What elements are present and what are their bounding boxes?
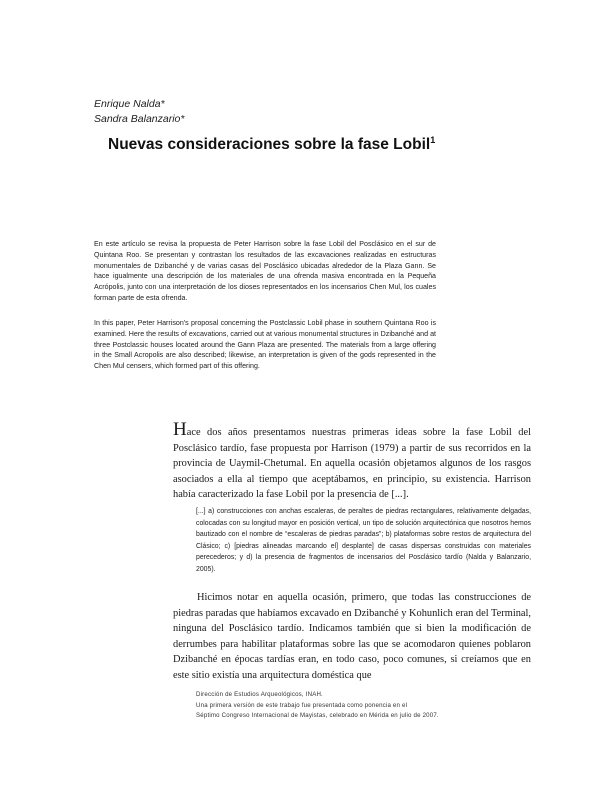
author-name: Enrique Nalda* xyxy=(94,98,165,110)
title-text: Nuevas consideraciones sobre la fase Lobil xyxy=(108,136,431,153)
footnote-text: Una primera versión de este trabajo fue presentada como ponencia en el xyxy=(196,701,408,709)
intro-text: ace dos años presentamos nuestras primeras ideas sobre la fase Lobil del Posclásico tardío, fase propuesta por Harrison (1979) a partir de sus recorridos en la provincia de Uaymil-Chetumal. En aquella ocasión objetamos algunos de los rasgos asociados a ella al tiempo que aceptábamos, en principio, su existencia. Harrison había caracterizado la fase Lobil por la presencia de [...]. xyxy=(173,427,531,500)
footnote-affiliation: Dirección de Estudios Arqueológicos, INAH. xyxy=(196,691,323,698)
drop-cap: H xyxy=(173,419,187,440)
author-list xyxy=(94,97,184,127)
title-footnote-mark: 1 xyxy=(430,134,436,145)
footnotes xyxy=(196,690,531,722)
intro-paragraph xyxy=(173,419,531,503)
abstract-spanish: En este artículo se revisa la propuesta de Peter Harrison sobre la fase Lobil del Posclásico en el sur de Quintana Roo. Se presentan y contrastan los resultados de las excavaciones realizadas en estructuras monumentales de Dzibanché y de varias casas del Posclásico ubicadas alrededor de la Plaza Gann. Se hace igualmente una descripción de los materiales de una ofrenda masiva encontrada en la Pequeña Acrópolis, junto con una interpretación de los dioses representados en los incensarios Chen Mul, los cuales forman parte de esta ofrenda. xyxy=(94,240,436,302)
footnote-text: Séptimo Congreso Internacional de Mayistas, celebrado en Mérida en julio de 2007. xyxy=(196,712,439,720)
block-quote: [...] a) construcciones con anchas escaleras, de peraltes de piedras rectangulares, relativamente delgadas, colocadas con su longitud mayor en posición vertical, un tipo de solución arquitectónica que nosotros hemos bautizado con el nombre de “escaleras de piedras paradas”; b) plataformas sobre restos de arquitectura del Clásico; c) [piedras alineadas marcando el] desplante] de casas dispersas construidas con materiales perecederos; y d) la presencia de fragmentos de incensarios del Posclásico tardío (Nalda y Balanzario, 2005). xyxy=(196,508,531,573)
author-name: Sandra Balanzario* xyxy=(94,113,185,125)
abstract-english: In this paper, Peter Harrison's proposal concerning the Postclassic Lobil phase in southern Quintana Roo is examined. Here the results of excavations, carried out at various monumental structures in Dzibanché and at three Postclassic houses located around the Gann Plaza are presented. The materials from a large offering in the Small Acropolis are also described; likewise, an interpretation is given of the gods represented in the Chen Mul censers, which formed part of this offering. xyxy=(94,319,436,370)
article-title xyxy=(108,136,528,154)
body-paragraph: Hicimos notar en aquella ocasión, primero, que todas las construcciones de piedras paradas que habíamos excavado en Dzibanché y Kohunlich eran del Terminal, ninguna del Posclásico tardío. Indicamos también que si bien la modificación de derrumbes para habilitar plataformas sobre las que se acomodaron quienes poblaron Dzibanché en épocas tardías eran, en todo caso, poco comunes, si creíamos que en este sitio existía una arquitectura doméstica que xyxy=(173,592,531,681)
